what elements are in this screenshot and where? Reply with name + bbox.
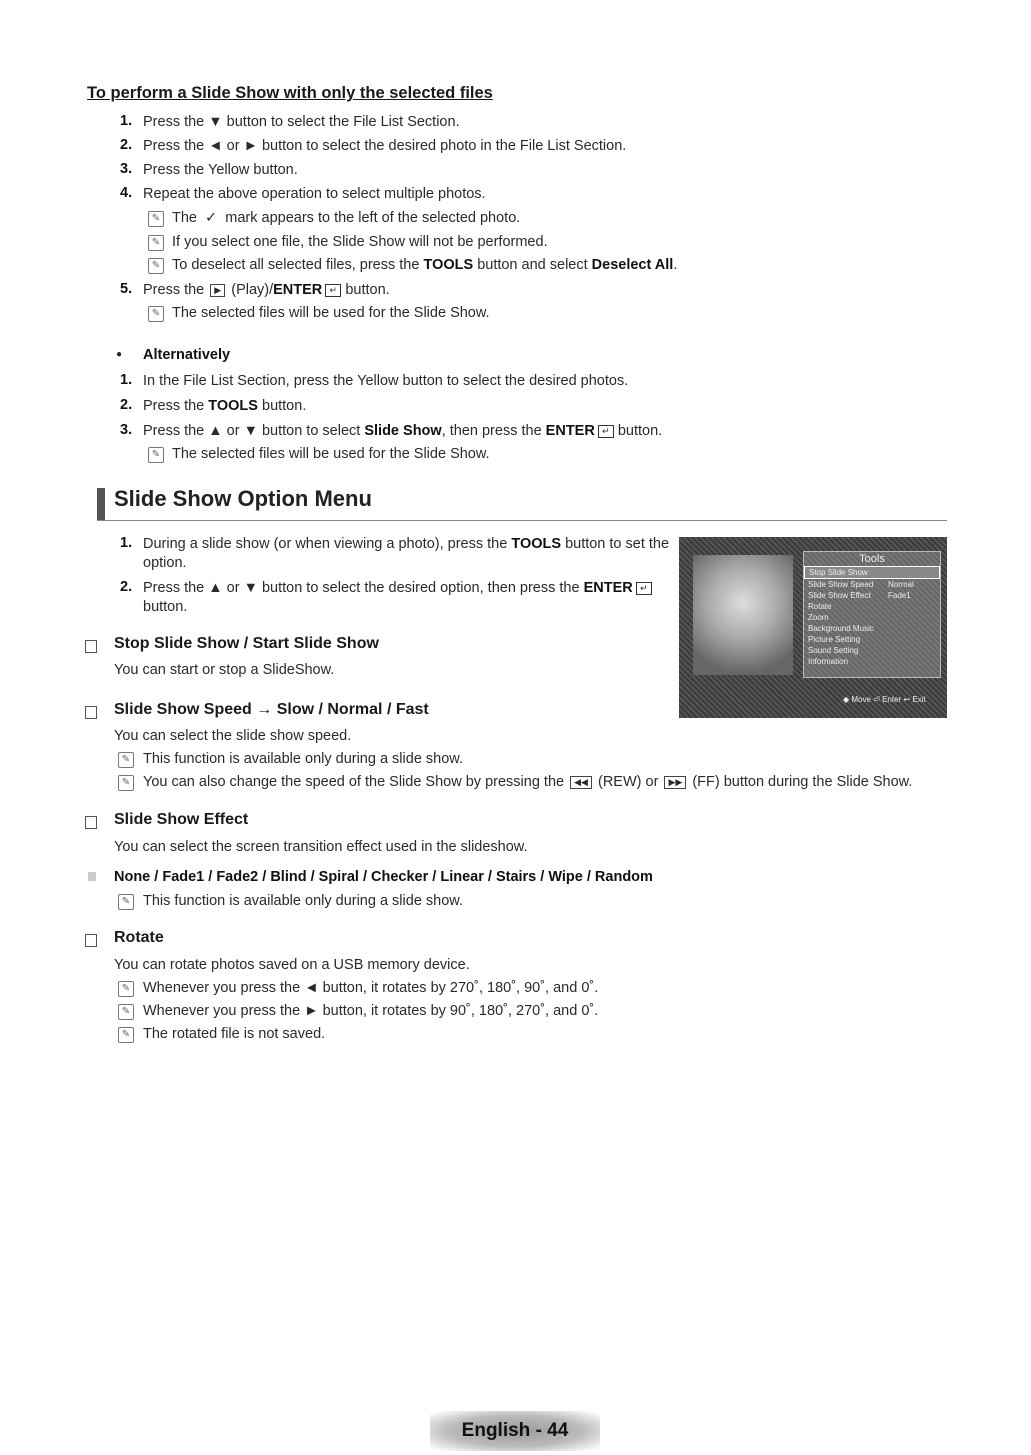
tools-menu-item[interactable]	[804, 623, 940, 634]
step-number: 4.	[120, 185, 133, 201]
note-icon: ✎	[148, 447, 164, 463]
enter-label: ENTER	[583, 580, 633, 596]
note-icon: ✎	[118, 752, 134, 768]
tools-menu-item[interactable]	[804, 645, 940, 656]
note-text: (REW) or	[597, 774, 659, 790]
step-text: In the File List Section, press the Yellow button to select the desired photos.	[143, 373, 629, 389]
tools-label: TOOLS	[511, 536, 562, 552]
rotate-desc: You can rotate photos saved on a USB memory device.	[114, 957, 470, 973]
menu-item-value: Normal	[888, 580, 914, 589]
alt-step2	[143, 397, 306, 415]
note-check	[172, 209, 520, 227]
slide-show-label: Slide Show	[364, 423, 442, 439]
menu-item-label: Slide Show Effect	[808, 591, 871, 600]
note-icon: ✎	[118, 894, 134, 910]
tools-menu-item[interactable]	[804, 656, 940, 667]
note-text: To deselect all selected files, press the	[172, 257, 420, 273]
tools-menu-footer: ◆ Move ⏎ Enter ↩ Exit	[843, 695, 926, 704]
step-number: 3.	[120, 161, 133, 177]
menu-item-label: Picture Setting	[808, 635, 861, 644]
section-bar	[97, 488, 105, 520]
step-text: option.	[143, 555, 187, 571]
checkmark-icon: ✓	[201, 210, 222, 226]
note-icon: ✎	[118, 1004, 134, 1020]
note-icon: ✎	[118, 1027, 134, 1043]
step-text: , then press the	[441, 423, 542, 439]
menu-item-label: Background Music	[808, 624, 874, 633]
speed-desc: You can select the slide show speed.	[114, 728, 352, 744]
step-text: Press the ▲ or ▼ button to select	[143, 423, 361, 439]
fast-forward-button-icon: ▶▶	[664, 776, 686, 789]
tools-menu	[803, 551, 941, 678]
note-icon: ✎	[148, 235, 164, 251]
note-deselect	[172, 256, 677, 274]
note-text: button and select	[477, 257, 588, 273]
step-text: During a slide show (or when viewing a photo), press the	[143, 536, 508, 552]
section-divider	[97, 520, 947, 521]
menu-item-label: Sound Setting	[808, 646, 859, 655]
menu-item-label: Stop Slide Show	[809, 568, 868, 577]
tv-screenshot	[679, 537, 947, 718]
tools-menu-item[interactable]	[804, 579, 940, 590]
note-text: Whenever you press the ► button, it rotates by 90˚, 180˚, 270˚, and 0˚.	[143, 1003, 599, 1019]
menu-item-label: Rotate	[808, 602, 832, 611]
note-text: This function is available only during a slide show.	[143, 751, 463, 767]
enter-label: ENTER	[545, 423, 595, 439]
step-text: Press the	[143, 282, 205, 298]
alternatively-label: Alternatively	[143, 347, 231, 363]
step-number: 1.	[120, 372, 133, 388]
step-number: 1.	[120, 113, 133, 129]
note-text: If you select one file, the Slide Show will not be performed.	[172, 234, 548, 250]
enter-icon: ↵	[598, 425, 614, 438]
note-text: You can also change the speed of the Slide Show by pressing the	[143, 774, 565, 790]
tools-label: TOOLS	[423, 257, 474, 273]
tools-menu-item[interactable]	[804, 612, 940, 623]
note-icon: ✎	[148, 211, 164, 227]
note-text: .	[673, 257, 678, 273]
step-number: 2.	[120, 137, 133, 153]
step5	[143, 281, 390, 299]
selected-files-heading: To perform a Slide Show with only the selected files	[87, 84, 493, 102]
photo-thumbnail	[693, 555, 793, 675]
section-title: Slide Show Option Menu	[114, 486, 372, 511]
menu-step1	[143, 535, 669, 553]
note-icon: ✎	[118, 981, 134, 997]
menu-item-label: Slide Show Speed	[808, 580, 874, 589]
checkbox-bullet-icon	[85, 934, 97, 947]
enter-label: ENTER	[273, 282, 323, 298]
note-text: This function is available only during a slide show.	[143, 893, 463, 909]
rewind-button-icon: ◀◀	[570, 776, 592, 789]
enter-icon: ↵	[636, 582, 652, 595]
tools-menu-item[interactable]	[804, 590, 940, 601]
step-text: Press the Yellow button.	[143, 162, 298, 178]
step-number: 5.	[120, 281, 133, 297]
rotate-heading: Rotate	[114, 929, 164, 946]
note-icon: ✎	[148, 306, 164, 322]
stop-start-heading: Stop Slide Show / Start Slide Show	[114, 635, 379, 652]
step-text: button.	[617, 423, 663, 439]
checkbox-bullet-icon	[85, 640, 97, 653]
tools-menu-title: Tools	[859, 553, 885, 565]
options-bullet-icon	[88, 872, 96, 881]
step-number: 1.	[120, 535, 133, 551]
speed-note2	[143, 773, 912, 791]
menu-item-label: Zoom	[808, 613, 829, 622]
note-text: Whenever you press the ◄ button, it rotates by 270˚, 180˚, 90˚, and 0˚.	[143, 980, 599, 996]
step-text: Repeat the above operation to select multiple photos.	[143, 186, 486, 202]
checkbox-bullet-icon	[85, 816, 97, 829]
deselect-all-label: Deselect All	[591, 257, 674, 273]
tools-label: TOOLS	[208, 398, 258, 414]
note-text: (FF) button during the Slide Show.	[692, 774, 913, 790]
stop-start-desc: You can start or stop a SlideShow.	[114, 662, 335, 678]
step-text: Press the	[143, 398, 205, 414]
checkbox-bullet-icon	[85, 706, 97, 719]
enter-icon: ↵	[325, 284, 341, 297]
note-text: mark appears to the left of the selected photo.	[225, 210, 521, 226]
note-text: The selected files will be used for the Slide Show.	[172, 305, 490, 321]
step-text: button.	[262, 398, 307, 414]
tools-menu-item[interactable]	[804, 566, 940, 579]
note-text: The rotated file is not saved.	[143, 1026, 326, 1042]
step-text: button to set the	[565, 536, 670, 552]
effect-heading: Slide Show Effect	[114, 811, 249, 828]
menu-item-label: Information	[808, 657, 849, 666]
note-icon: ✎	[118, 775, 134, 791]
tools-menu-item[interactable]	[804, 634, 940, 645]
play-button-icon: ▶	[210, 284, 225, 297]
tools-menu-item[interactable]	[804, 601, 940, 612]
alt-step3	[143, 422, 662, 440]
step-text: (Play)/	[231, 282, 274, 298]
step-text: Press the ▼ button to select the File List Section.	[143, 114, 460, 130]
effect-options: None / Fade1 / Fade2 / Blind / Spiral / Checker / Linear / Stairs / Wipe / Random	[114, 869, 653, 885]
step-text: Press the ▲ or ▼ button to select the desired option, then press the	[143, 580, 580, 596]
note-icon: ✎	[148, 258, 164, 274]
menu-item-value: Fade1	[888, 591, 911, 600]
bullet-icon: ●	[116, 349, 123, 360]
step-text: Press the ◄ or ► button to select the desired photo in the File List Section.	[143, 138, 627, 154]
speed-heading: Slide Show Speed → Slow / Normal / Fast	[114, 701, 429, 718]
page-number: English - 44	[430, 1411, 600, 1451]
menu-step2	[143, 579, 652, 597]
step-text: button.	[143, 599, 188, 615]
step-number: 3.	[120, 422, 133, 438]
step-number: 2.	[120, 579, 133, 595]
note-text: The selected files will be used for the Slide Show.	[172, 446, 490, 462]
step-text: button.	[345, 282, 390, 298]
step-number: 2.	[120, 397, 133, 413]
effect-desc: You can select the screen transition effect used in the slideshow.	[114, 839, 528, 855]
note-text: The	[172, 210, 197, 226]
